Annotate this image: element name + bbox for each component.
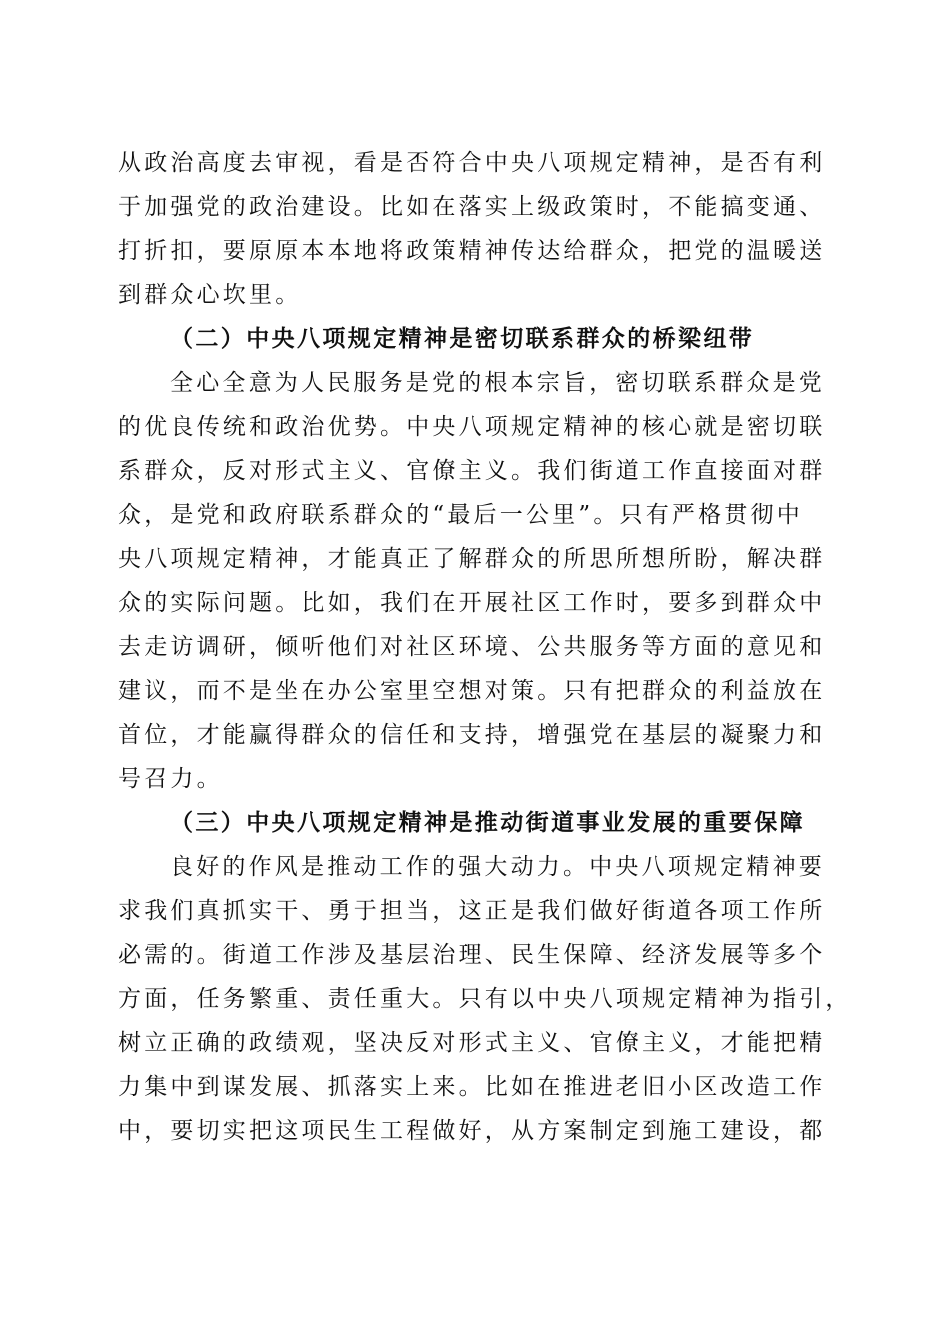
paragraph-1-line: 到群众心坎里。: [118, 282, 302, 308]
paragraph-2-line: 系群众，反对形式主义、官僚主义。我们街道工作直接面对群: [118, 458, 826, 484]
document-body: [118, 141, 852, 1153]
paragraph-2-line: 全心全意为人民服务是党的根本宗旨，密切联系群众是党: [170, 370, 825, 396]
paragraph-2-line: 众的实际问题。比如，我们在开展社区工作时，要多到群众中: [118, 590, 826, 616]
paragraph-1-line: 打折扣，要原原本本地将政策精神传达给群众，把党的温暖送: [118, 238, 826, 264]
paragraph-2-line: 央八项规定精神，才能真正了解群众的所思所想所盼，解决群: [118, 546, 826, 572]
paragraph-3-line: 求我们真抓实干、勇于担当，这正是我们做好街道各项工作所: [118, 898, 826, 924]
paragraph-2-line: 的优良传统和政治优势。中央八项规定精神的核心就是密切联: [118, 414, 826, 440]
paragraph-3-line: 必需的。街道工作涉及基层治理、民生保障、经济发展等多个: [118, 942, 826, 968]
paragraph-3-line: 树立正确的政绩观，坚决反对形式主义、官僚主义，才能把精: [118, 1030, 826, 1056]
section-heading-2: （二）中央八项规定精神是密切联系群众的桥梁纽带: [170, 325, 755, 352]
paragraph-3-line: 方面，任务繁重、责任重大。只有以中央八项规定精神为指引，: [118, 986, 852, 1012]
paragraph-2-line: 众，是党和政府联系群众的“最后一公里”。只有严格贯彻中: [118, 502, 803, 528]
paragraph-1-line: 于加强党的政治建设。比如在落实上级政策时，不能搞变通、: [118, 194, 826, 220]
paragraph-2-line: 号召力。: [118, 766, 223, 792]
paragraph-3-line: 中，要切实把这项民生工程做好，从方案制定到施工建设，都: [118, 1118, 826, 1144]
paragraph-1-line: 从政治高度去审视，看是否符合中央八项规定精神，是否有利: [118, 150, 826, 176]
paragraph-2-line: 建议，而不是坐在办公室里空想对策。只有把群众的利益放在: [118, 678, 826, 704]
section-heading-3: （三）中央八项规定精神是推动街道事业发展的重要保障: [170, 809, 805, 836]
paragraph-2-line: 去走访调研，倾听他们对社区环境、公共服务等方面的意见和: [118, 634, 826, 660]
paragraph-3-line: 力集中到谋发展、抓落实上来。比如在推进老旧小区改造工作: [118, 1074, 826, 1100]
paragraph-3-line: 良好的作风是推动工作的强大动力。中央八项规定精神要: [170, 854, 825, 880]
paragraph-2-line: 首位，才能赢得群众的信任和支持，增强党在基层的凝聚力和: [118, 722, 826, 748]
